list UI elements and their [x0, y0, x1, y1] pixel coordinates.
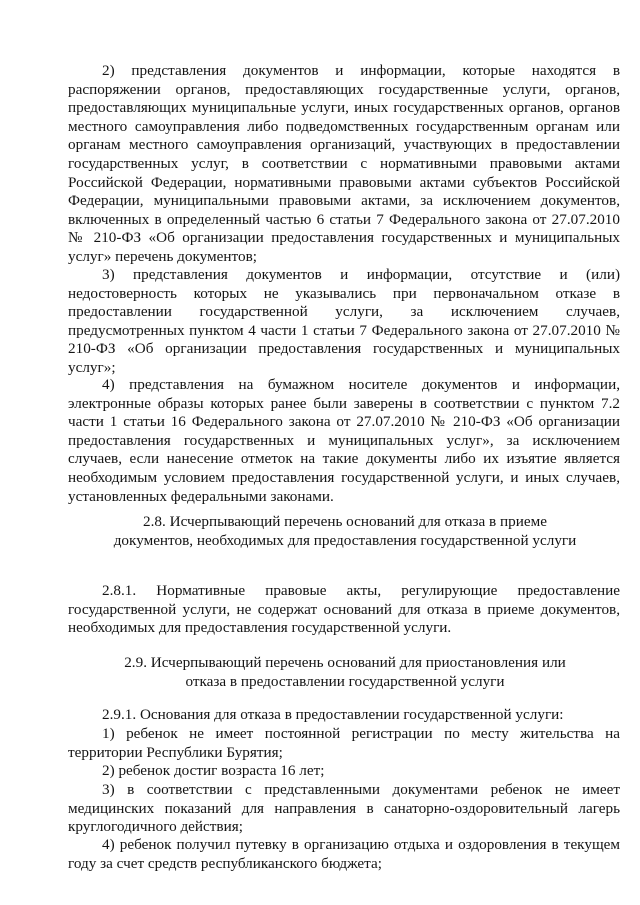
section-2-9-heading: 2.9. Исчерпывающий перечень оснований для приостановления или отказа в предоставлении государственной услуги — [124, 654, 566, 690]
section-2-8-heading: 2.8. Исчерпывающий перечень оснований для отказа в приеме документов, необходимых для предоставления государственной услуги — [113, 513, 577, 549]
item-2-paragraph: 2) представления документов и информации, которые находятся в распоряжении органов, предоставляющих государственные услуги, органов, предоставляющих муниципальные услуги, иных государственных органов, органов местного самоуправления либо подведомственных государственным органам или органам местного самоуправления организаций, участвующих в предоставлении государственных услуг, в соответствии с нормативными правовыми актами Российской Федерации, нормативными правовыми актами субъектов Российской Федерации, муниципальными правовыми актами, за исключением документов, включенных в определенный частью 6 статьи 7 Федерального закона от 27.07.2010 № 210-ФЗ «Об организации предоставления государственных и муниципальных услуг» перечень документов; — [68, 62, 620, 265]
ground-2-item: 2) ребенок достиг возраста 16 лет; — [102, 762, 325, 779]
section-2-8-1-paragraph: 2.8.1. Нормативные правовые акты, регулирующие предоставление государственной услуги, не содержат оснований для отказа в приеме документов, необходимых для предоставления государственной услуги. — [68, 582, 620, 637]
ground-4-item: 4) ребенок получил путевку в организацию отдыха и оздоровления в текущем году за счет средств республиканского бюджета; — [68, 836, 620, 872]
item-3-paragraph: 3) представления документов и информации, отсутствие и (или) недостоверность которых не указывались при первоначальном отказе в предоставлении государственной услуги, за исключением случаев, предусмотренных пунктом 4 части 1 статьи 7 Федерального закона от 27.07.2010 № 210-ФЗ «Об организации предоставления государственных и муниципальных услуг»; — [68, 266, 620, 376]
item-4-paragraph: 4) представления на бумажном носителе документов и информации, электронные образы которых ранее были заверены в соответствии с пунктом 7.2 части 1 статьи 16 Федерального закона от 27.07.2010 № 210-ФЗ «Об организации предоставления государственных и муниципальных услуг», за исключением случаев, если нанесение отметок на такие документы либо их изъятие является необходимым условием предоставления государственной услуги, и иных случаев, установленных федеральными законами. — [68, 376, 620, 505]
ground-3-item: 3) в соответствии с представленными документами ребенок не имеет медицинских показаний для направления в санаторно-оздоровительный лагерь круглогодичного действия; — [68, 781, 620, 836]
section-2-9-1-paragraph: 2.9.1. Основания для отказа в предоставлении государственной услуги: — [102, 706, 564, 723]
ground-1-item: 1) ребенок не имеет постоянной регистрации по месту жительства на территории Республики Бурятия; — [68, 725, 620, 761]
